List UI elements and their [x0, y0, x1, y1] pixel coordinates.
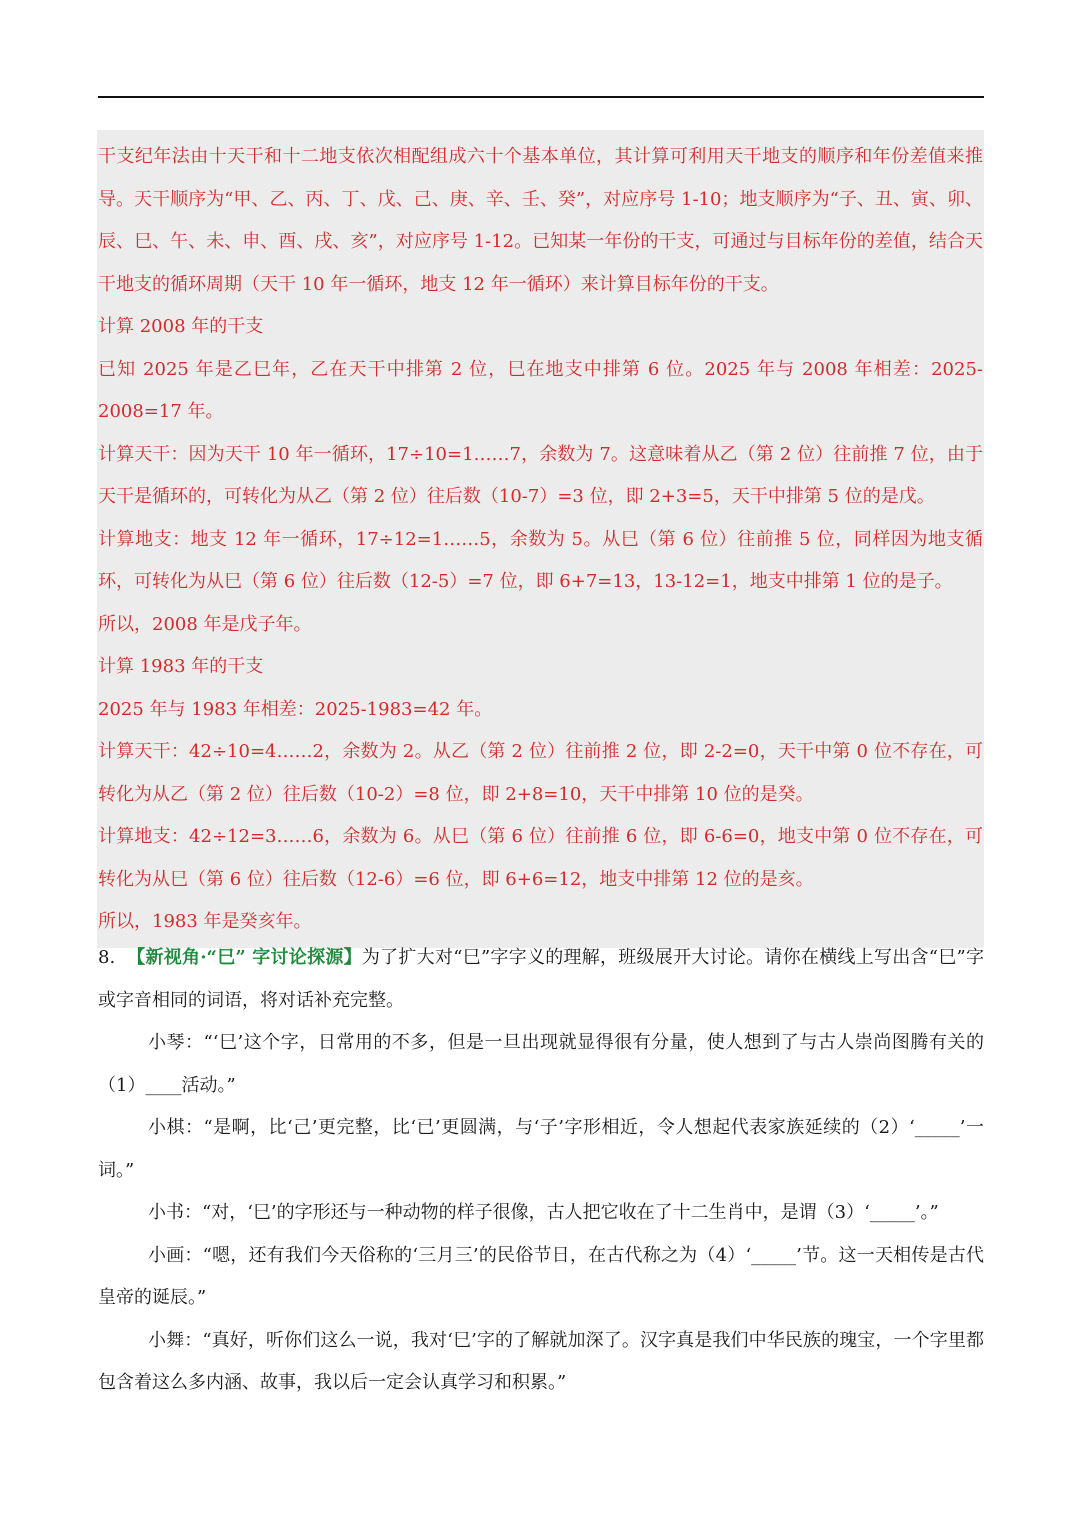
question-stem: [98, 937, 984, 1022]
dialogue-line: 小舞：“真好，听你们这么一说，我对‘巳’字的了解就加深了。汉字真是我们中华民族的瑰宝，一个字里都包含着这么多内涵、故事，我以后一定会认真学习和积累。”: [98, 1329, 984, 1393]
answer-paragraph: 所以，2008 年是戊子年。: [98, 613, 312, 635]
answer-paragraph: 计算 1983 年的干支: [98, 656, 264, 677]
question-tag: 【新视角·“巳” 字讨论探源】: [127, 947, 362, 968]
answer-paragraph: 计算地支：地支 12 年一循环，17÷12=1……5，余数为 5。从巳（第 6 位）往前推 5 位，同样因为地支循环，可转化为从巳（第 6 位）往后数（12-5）=7 位，即 6+7=13，13-12=1，地支中排第 1 位的是子。: [98, 528, 983, 592]
answer-paragraph: 所以，1983 年是癸亥年。: [98, 911, 312, 932]
answer-paragraph: 计算天干：因为天干 10 年一循环，17÷10=1……7，余数为 7。这意味着从乙（第 2 位）往前推 7 位，由于天干是循环的，可转化为从乙（第 2 位）往后数（10-7）=3 位，即 2+3=5，天干中排第 5 位的是戊。: [98, 443, 983, 507]
answer-paragraph: 已知 2025 年是乙巳年，乙在天干中排第 2 位，巳在地支中排第 6 位。2025 年与 2008 年相差：2025-2008=17 年。: [98, 358, 983, 422]
answer-paragraph: 计算天干：42÷10=4……2，余数为 2。从乙（第 2 位）往前推 2 位，即 2-2=0，天干中第 0 位不存在，可转化为从乙（第 2 位）往后数（10-2）=8 位，即 2+8=10，天干中排第 10 位的是癸。: [98, 741, 983, 805]
answer-explanation: [97, 130, 984, 948]
dialogue-line: 小棋：“是啊，比‘己’更完整，比‘已’更圆满，与‘子’字形相近，令人想起代表家族延续的（2）‘_____’一词。”: [98, 1117, 984, 1181]
answer-paragraph: 计算地支：42÷12=3……6，余数为 6。从巳（第 6 位）往前推 6 位，即 6-6=0，地支中第 0 位不存在，可转化为从巳（第 6 位）往后数（12-6）=6 位，即 6+6=12，地支中排第 12 位的是亥。: [98, 826, 983, 890]
question-8: [98, 937, 984, 1405]
question-prompt: 为了扩大对“巳”字字义的理解，班级展开大讨论。请你在横线上写出含“巳”字或字音相同的词语，将对话补充完整。: [98, 947, 984, 1011]
answer-paragraph: 2025 年与 1983 年相差：2025-1983=42 年。: [98, 698, 493, 720]
dialogue-line: 小画：“嗯，还有我们今天俗称的‘三月三’的民俗节日，在古代称之为（4）‘_____’节。这一天相传是古代皇帝的诞辰。”: [98, 1244, 984, 1308]
header-rule: [98, 96, 984, 98]
dialogue-line: 小书：“对，‘巳’的字形还与一种动物的样子很像，古人把它收在了十二生肖中，是谓（3）‘_____’。”: [148, 1202, 939, 1223]
answer-paragraph: 干支纪年法由十天干和十二地支依次相配组成六十个基本单位，其计算可利用天干地支的顺序和年份差值来推导。天干顺序为“甲、乙、丙、丁、戊、己、庚、辛、壬、癸”，对应序号 1-10；地支顺序为“子、丑、寅、卯、辰、巳、午、未、申、酉、戌、亥”，对应序号 1-12。已知某一年份的干支，可通过与目标年份的差值，结合天干地支的循环周期（天干 10 年一循环，地支 12 年一循环）来计算目标年份的干支。: [98, 146, 983, 295]
dialogue-line: 小琴：“‘巳’这个字，日常用的不多，但是一旦出现就显得很有分量，使人想到了与古人崇尚图腾有关的（1）____活动。”: [98, 1032, 984, 1096]
answer-paragraph: 计算 2008 年的干支: [98, 316, 264, 337]
question-number: 8.: [98, 947, 116, 968]
